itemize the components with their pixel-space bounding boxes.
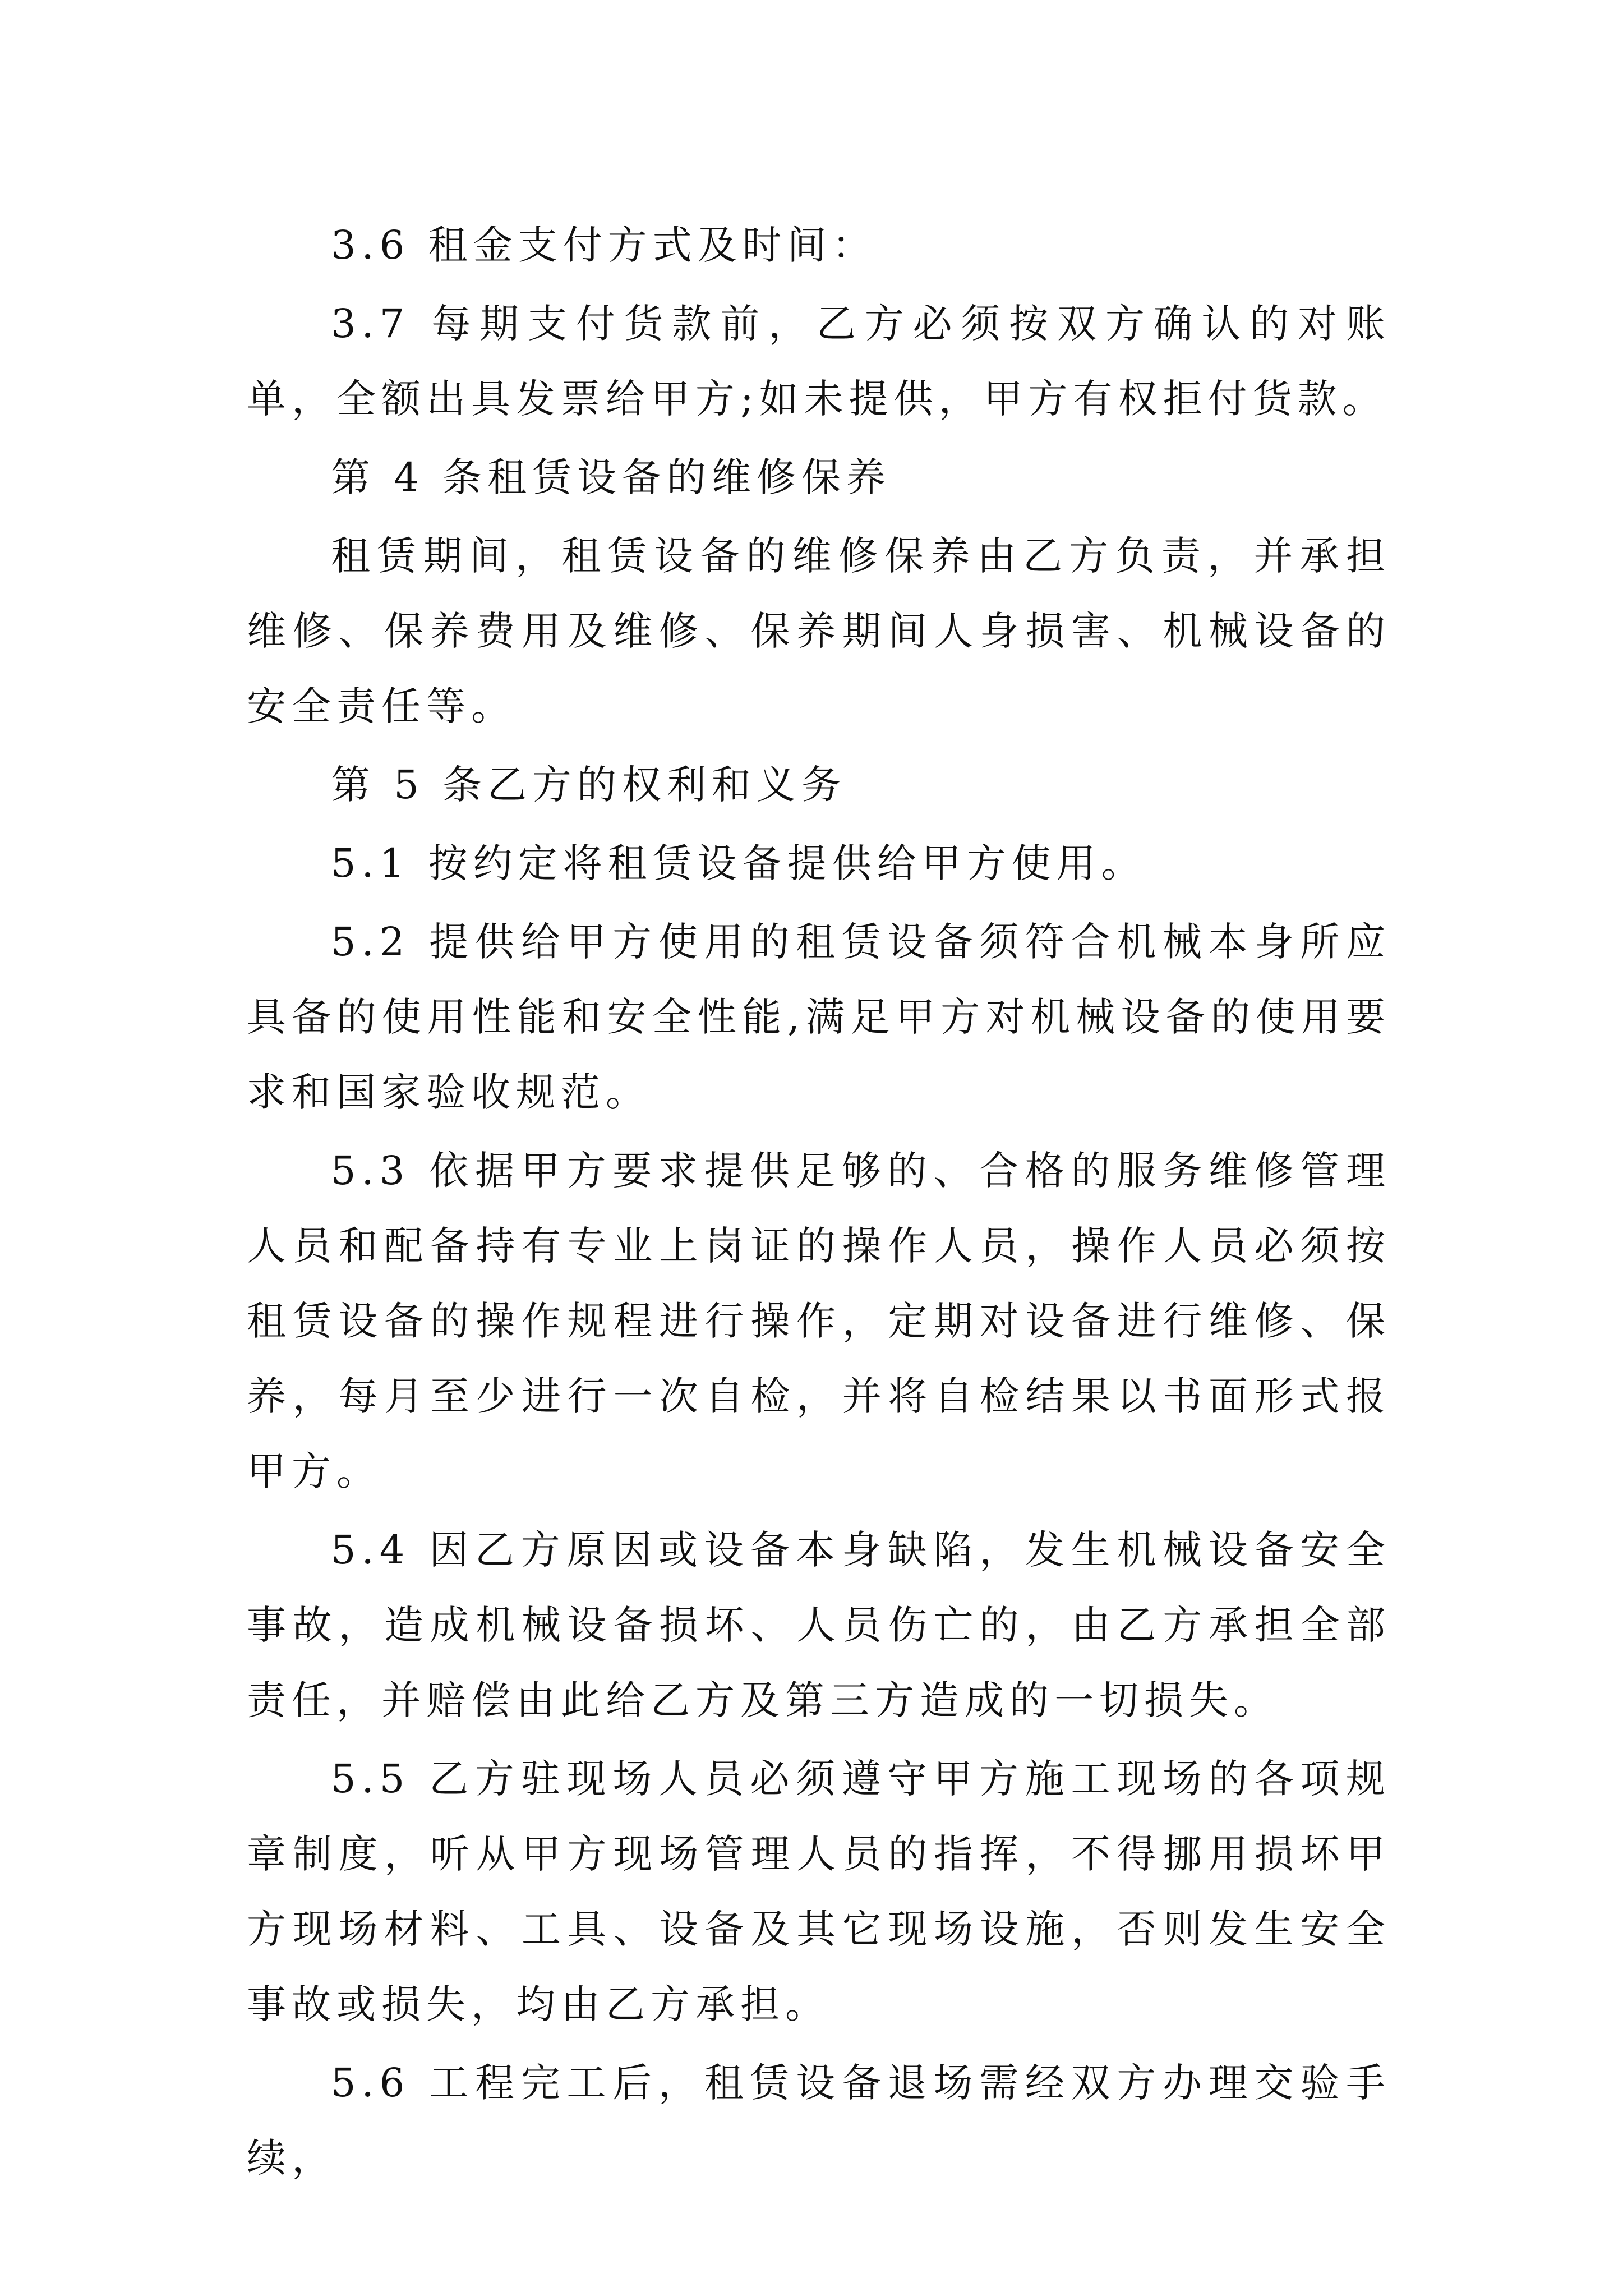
clause-5-6: 5.6 工程完工后，租赁设备退场需经双方办理交验手续， bbox=[247, 2060, 1391, 2181]
article-4-heading: 第 4 条租赁设备的维修保养 bbox=[331, 454, 892, 500]
document-page bbox=[247, 208, 1391, 2196]
article-5-heading: 第 5 条乙方的权利和义务 bbox=[331, 762, 847, 808]
clause-5-1: 5.1 按约定将租赁设备提供给甲方使用。 bbox=[331, 840, 1146, 886]
article-4-body: 租赁期间，租赁设备的维修保养由乙方负责，并承担维修、保养费用及维修、保养期间人身损害、机械设备的安全责任等。 bbox=[247, 533, 1391, 729]
clause-3-6-payment-method: 3.6 租金支付方式及时间： bbox=[331, 222, 877, 268]
clause-5-5: 5.5 乙方驻现场人员必须遵守甲方施工现场的各项规章制度，听从甲方现场管理人员的指挥，不得挪用损坏甲方现场材料、工具、设备及其它现场设施，否则发生安全事故或损失，均由乙方承担。 bbox=[247, 1756, 1391, 2027]
clause-5-2: 5.2 提供给甲方使用的租赁设备须符合机械本身所应具备的使用性能和安全性能,满足甲方对机械设备的使用要求和国家验收规范。 bbox=[247, 919, 1391, 1115]
clause-3-7-invoice: 3.7 每期支付货款前，乙方必须按双方确认的对账单，全额出具发票给甲方;如未提供，甲方有权拒付货款。 bbox=[247, 301, 1391, 422]
clause-5-4: 5.4 因乙方原因或设备本身缺陷，发生机械设备安全事故，造成机械设备损坏、人员伤亡的，由乙方承担全部责任，并赔偿由此给乙方及第三方造成的一切损失。 bbox=[247, 1527, 1391, 1723]
clause-5-3: 5.3 依据甲方要求提供足够的、合格的服务维修管理人员和配备持有专业上岗证的操作人员，操作人员必须按租赁设备的操作规程进行操作，定期对设备进行维修、保养，每月至少进行一次自检，并将自检结果以书面形式报甲方。 bbox=[247, 1148, 1391, 1494]
